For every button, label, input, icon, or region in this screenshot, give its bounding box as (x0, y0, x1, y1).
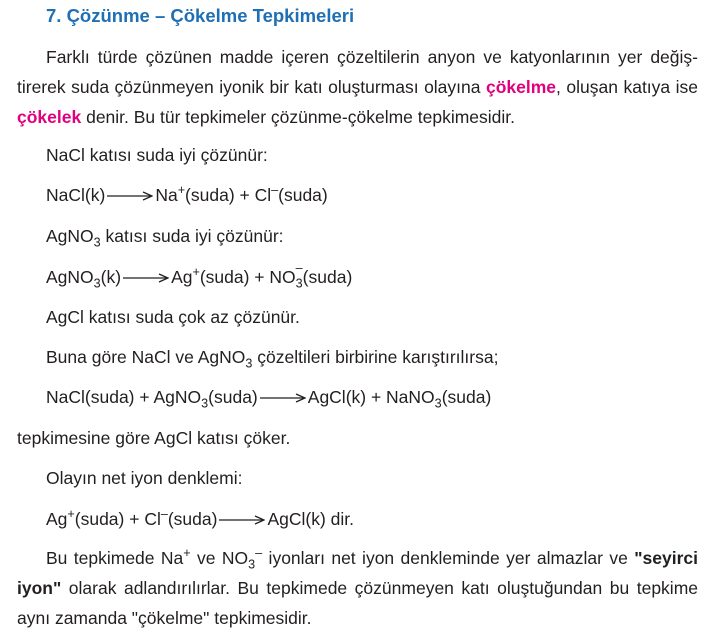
term-cokelme: çökelme (486, 77, 557, 97)
equation-agno3-dissolution: AgNO$_3$(k) Ag+(suda) + $NO_3$ – (suda) (46, 261, 353, 291)
reaction-arrow-icon (123, 273, 169, 283)
section-title: 7. Çözünme – Çökelme Tepkimeleri (46, 5, 355, 26)
reaction-arrow-icon (219, 515, 265, 525)
equation-full-reaction: NaCl(suda) + AgNO$_3$(suda) AgCl(k) + NaNO$_3$(suda) (46, 387, 492, 411)
term-seyirci-iyon: "seyirci iyon" (17, 548, 698, 598)
intro-paragraph: Farklı türde çözünen madde içeren çözeltilerin anyon ve katyonlarının yer değiş-tirerek suda çözünmeyen iyonik bir katı oluşturması olayına çökelme, oluşan katıya ise çökelek denir. Bu tür tepkimeler çözünme-çökelme tepkimesidir. (17, 47, 699, 127)
term-cokelek: çökelek (17, 107, 82, 127)
agcl-statement: AgCl katısı suda çok az çözünür. (46, 307, 300, 327)
reaction-arrow-icon (107, 191, 153, 201)
net-ion-statement: Olayın net iyon denklemi: (46, 468, 243, 488)
precip-statement: tepkimesine göre AgCl katısı çöker. (17, 428, 291, 448)
agno3-statement: AgNO$_3$ katısı suda iyi çözünür: (46, 226, 284, 250)
equation-net-ionic: Ag+(suda) + Cl–(suda) AgCl(k) dir. (46, 507, 355, 529)
final-paragraph: Bu tepkimede Na+ ve $NO_3^-$ iyonları net iyon denkleminde yer almazlar ve "seyirci iyon" olarak adlandırılırlar. Bu tepkimede çözünmeyen katı oluştuğundan bu tepkime aynı zamanda "çökelme" tepkimesidir. (17, 546, 698, 628)
nacl-statement: NaCl katısı suda iyi çözünür: (46, 145, 268, 165)
reaction-arrow-icon (260, 393, 306, 403)
mix-statement: Buna göre NaCl ve AgNO$_3$ çözeltileri birbirine karıştırılırsa; (46, 347, 499, 371)
equation-nacl-dissolution: NaCl(k) Na+(suda) + Cl–(suda) (46, 183, 328, 205)
